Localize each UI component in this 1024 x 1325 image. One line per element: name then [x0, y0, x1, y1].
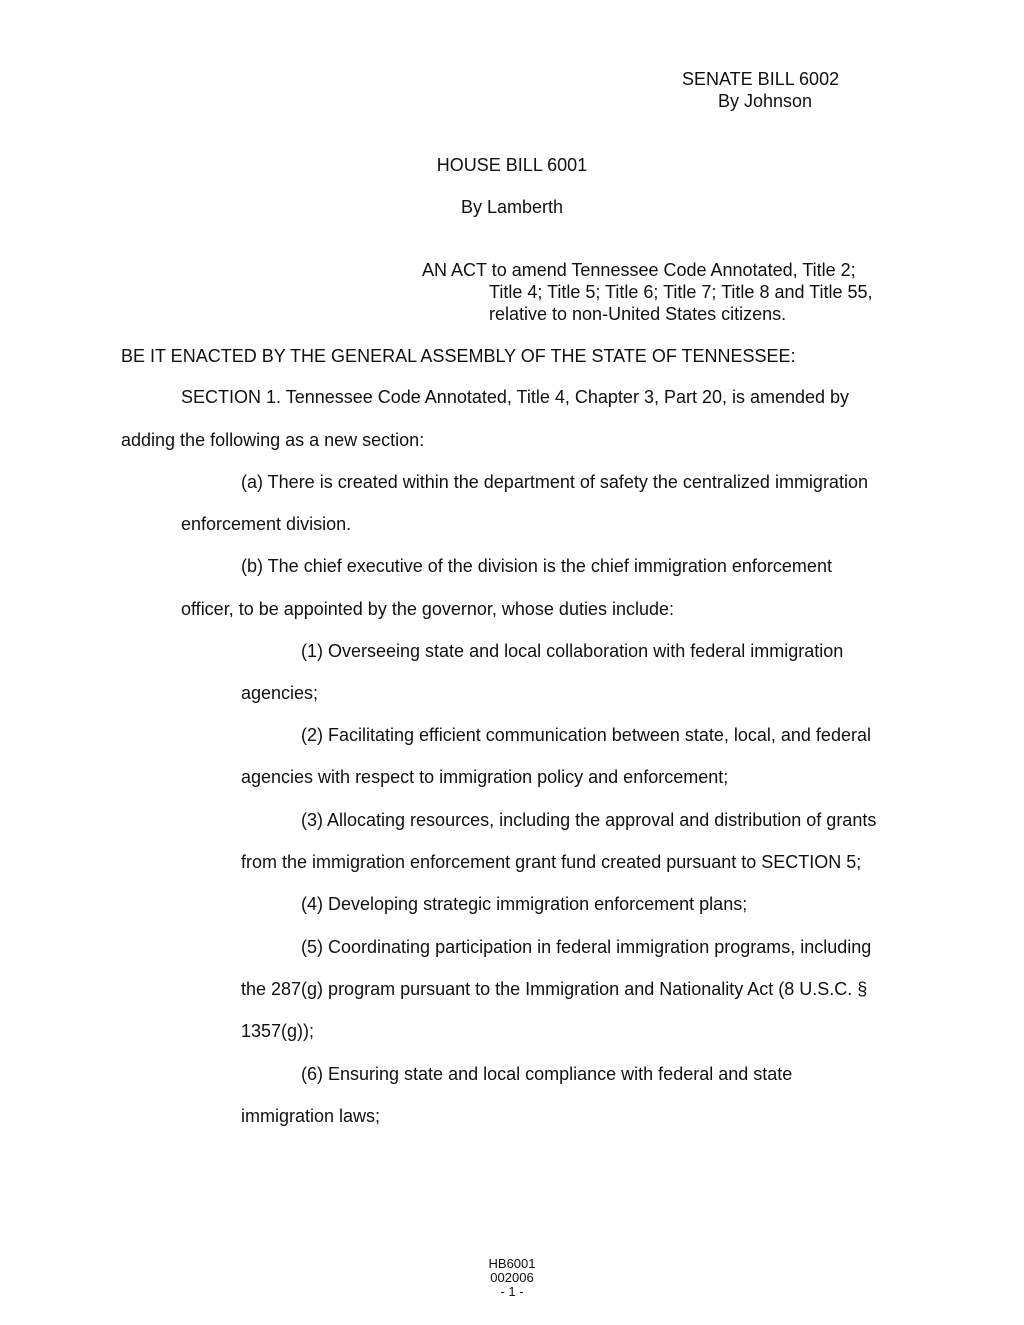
caption-line-1: AN ACT to amend Tennessee Code Annotated, Title 2;	[422, 260, 856, 280]
duty-1-line-2: agencies;	[241, 683, 319, 703]
enacting-clause: BE IT ENACTED BY THE GENERAL ASSEMBLY OF THE STATE OF TENNESSEE:	[121, 346, 796, 366]
senate-bill-number: SENATE BILL 6002	[682, 69, 840, 89]
footer-bill-id: HB6001	[488, 1256, 536, 1271]
senate-bill-sponsor: By Johnson	[718, 91, 813, 111]
duty-6-line-1: (6) Ensuring state and local compliance with federal and state	[301, 1064, 793, 1084]
footer-doc-number: 002006	[490, 1270, 534, 1285]
caption-line-3: relative to non-United States citizens.	[489, 304, 787, 324]
section-1-line-1: SECTION 1. Tennessee Code Annotated, Title 4, Chapter 3, Part 20, is amended by	[181, 387, 850, 407]
duty-5-line-3: 1357(g));	[241, 1021, 315, 1041]
caption-line-2: Title 4; Title 5; Title 6; Title 7; Title 8 and Title 55,	[489, 282, 873, 302]
house-bill-sponsor: By Lamberth	[460, 197, 564, 217]
house-bill-number: HOUSE BILL 6001	[436, 155, 588, 175]
duty-4-line-1: (4) Developing strategic immigration enforcement plans;	[301, 894, 748, 914]
duty-3-line-1: (3) Allocating resources, including the approval and distribution of grants	[301, 810, 877, 830]
duty-2-line-1: (2) Facilitating efficient communication between state, local, and federal	[301, 725, 871, 745]
subsection-a-line-1: (a) There is created within the department of safety the centralized immigration	[241, 472, 868, 492]
duty-3-line-2: from the immigration enforcement grant fund created pursuant to SECTION 5;	[241, 852, 862, 872]
duty-6-line-2: immigration laws;	[241, 1106, 381, 1126]
subsection-b-line-1: (b) The chief executive of the division is the chief immigration enforcement	[241, 556, 832, 576]
subsection-b-line-2: officer, to be appointed by the governor, whose duties include:	[181, 599, 675, 619]
duty-5-line-2: the 287(g) program pursuant to the Immigration and Nationality Act (8 U.S.C. §	[241, 979, 868, 999]
duty-2-line-2: agencies with respect to immigration policy and enforcement;	[241, 767, 729, 787]
footer-page-number: - 1 -	[500, 1284, 524, 1299]
duty-1-line-1: (1) Overseeing state and local collaboration with federal immigration	[301, 641, 844, 661]
section-1-line-2: adding the following as a new section:	[121, 430, 425, 450]
duty-5-line-1: (5) Coordinating participation in federal immigration programs, including	[301, 937, 872, 957]
subsection-a-line-2: enforcement division.	[181, 514, 352, 534]
